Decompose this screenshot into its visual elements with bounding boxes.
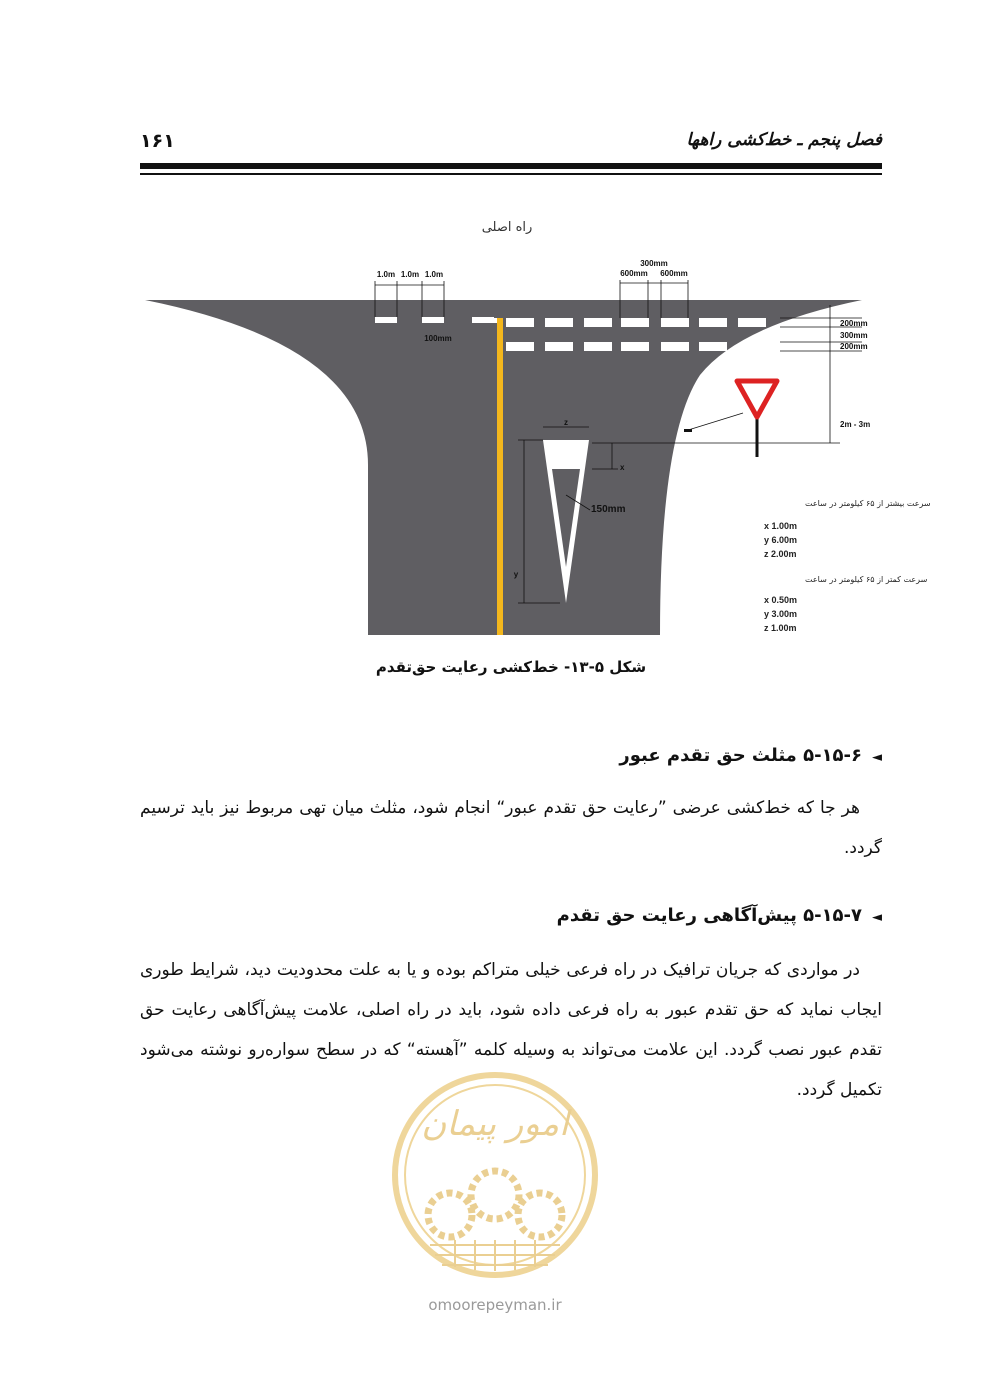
dim-2m-3m: 2m - 3m [840,420,871,429]
speed-under-x: x 0.50m [764,595,798,605]
figure-caption: شکل ۵-۱۳- خط‌کشی رعایت حق‌تقدم [375,658,647,676]
dim-1m-c: 1.0m [424,270,444,279]
dim-200mm-a: 200mm [840,319,868,328]
dim-z: z [564,418,568,427]
dim-1m-b: 1.0m [400,270,420,279]
page-number: ۱۶۱ [140,130,175,152]
bullet-icon: ◄ [872,910,882,925]
road-surface [145,300,862,635]
watermark-logo-text: امور پیمان [421,1104,569,1144]
speed-over-label: سرعت بیشتر از ۶۵ کیلومتر در ساعت [805,499,931,508]
speed-over-z: z 2.00m [764,549,797,559]
yellow-center-line [497,318,503,635]
dim-150mm: 150mm [591,504,626,515]
stripe [473,318,497,323]
dim-x: x [620,463,625,472]
bullet-icon: ◄ [872,750,882,765]
speed-under-z: z 1.00m [764,623,797,633]
chapter-title: فصل پنجم ـ خط‌کشی راهها [686,130,882,150]
speed-under-label: سرعت کمتر از ۶۵ کیلومتر در ساعت [805,575,928,584]
yield-sign-icon [737,381,777,417]
speed-over-y: y 6.00m [764,535,798,545]
section-heading-6-text: ۵-۱۵-۶ مثلث حق تقدم عبور [619,745,862,766]
section-heading-7 [140,905,882,926]
main-road-label: راه اصلی [481,220,533,235]
dim-y: y [513,570,519,579]
watermark-logo [380,1055,610,1325]
section-heading-7-text: ۵-۱۵-۷ پیش‌آگاهی رعایت حق تقدم [556,905,862,926]
section-6-text: هر جا که خط‌کشی عرضی ”رعایت حق تقدم عبور“ انجام شود، مثلث میان تهی مربوط نیز باید ترسیم گردد. [140,798,882,858]
watermark-url: omoorepeyman.ir [428,1296,562,1314]
stripe [422,317,444,323]
speed-under-y: y 3.00m [764,609,798,619]
dim-100mm: 100mm [424,334,452,343]
dim-300mm-right: 300mm [840,331,868,340]
dim-200mm-b: 200mm [840,342,868,351]
header-rule-thin [140,173,882,175]
stripe [375,317,397,323]
yield-line-row-1 [506,318,766,327]
dim-300mm-top: 300mm [640,259,668,268]
speed-over-x: x 1.00m [764,521,798,531]
dim-600mm-b: 600mm [660,269,688,278]
dim-1m-a: 1.0m [376,270,396,279]
header-rule-thick [140,163,882,169]
dim-600mm-a: 600mm [620,269,648,278]
section-6-paragraph [140,788,882,868]
page-header [140,128,882,158]
yield-marking-figure [140,205,931,645]
section-heading-6 [140,745,882,766]
section-7-text: در مواردی که جریان ترافیک در راه فرعی خیلی متراکم بوده و یا به علت محدودیت دید، شرایط طوری ایجاب نماید که حق تقدم عبور به راه فرعی داده شود، باید در راه اصلی، علامت پیش‌آگاهی رعایت حق تقدم عبور نصب گردد. این علامت می‌تواند به وسیله کلمه ”آهسته“ که در سطح سواره‌رو نوشته می‌شود تکمیل گردد. [140,960,882,1100]
